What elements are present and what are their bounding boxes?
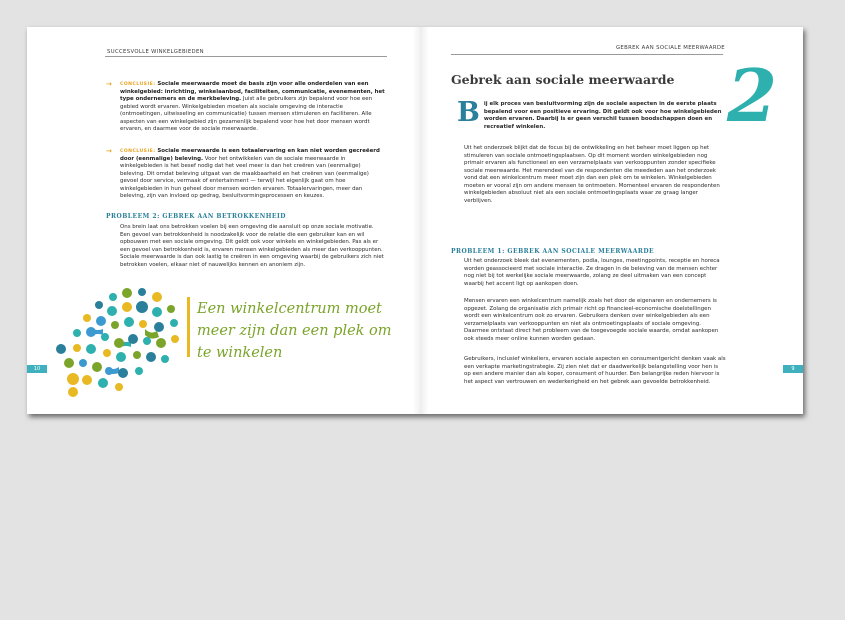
- conclusion-paragraph-2: [120, 148, 385, 201]
- intro-block: [457, 97, 722, 131]
- arrow-right-icon: →: [106, 147, 112, 155]
- conclusion-text: Voor het ontwikkelen van de sociale meerwaarde in winkelgebieden is het besef nodig dat het veel meer is dan het creëren van (eenmalige) beleving. Dit omdat beleving uitgaat van de maakbaarheid en het creëren van (eenmalige) gevoel door service, vermaak of entertainment — terwijl het eigenlijk gaat om hoe winkelgebieden in hun geheel door mensen worden ervaren. Totaalervaringen, meer dan beleving, zijn van invloed op gedrag, besluitvormingsprocessen en keuzes.: [120, 155, 369, 199]
- dot-pattern-graphic: [47, 285, 197, 397]
- header-rule-left: [105, 56, 387, 57]
- conclusion-paragraph-1: [120, 81, 385, 134]
- page-number-left: 10: [27, 365, 47, 373]
- paragraph-winkelcentrum: Mensen ervaren een winkelcentrum namelijk zoals het door de eigenaren en ondernemers is opgezet. Zolang de organisatie zich primair richt op financieel-economische doelstellingen wordt een winkelcentrum ook zo ervaren. Gebruikers denken over winkelgebieden als een verzamelplaats van verkooppunten en niet als ontmoetingsplaats of sociale omgeving. Daarmee ontstaat direct het probleem van de toegevoegde sociale waarde, omdat aankopen ook steeds meer online kunnen worden gedaan.: [464, 298, 719, 342]
- gutter-shadow: [413, 27, 429, 414]
- section-heading-probleem-1: PROBLEEM 1: GEBREK AAN SOCIALE MEERWAARDE: [451, 248, 655, 255]
- drop-cap: B: [457, 97, 480, 128]
- paragraph-probleem-2: Ons brein laat ons betrokken voelen bij een omgeving die aansluit op onze sociale motivatie. Een gevoel van betrokkenheid is noodzakelijk voor de relatie die een gebruiker kan en wil opbouwen met een sociale omgeving. Dit geldt ook voor winkels en winkelgebieden. Pas als er een gevoel van betrokkenheid is, ervaren mensen winkelgebieden als meer dan verkooppunten. Sociale meerwaarde is dan ook lastig te creëren in een omgeving waarbij de gebruikers zich niet betrokken voelen, elkaar niet of nauwelijks kennen en anoniem zijn.: [120, 224, 384, 268]
- book-spread: [27, 27, 803, 414]
- conclusion-label: CONCLUSIE:: [120, 82, 156, 87]
- quote-bar: [187, 297, 190, 357]
- chapter-title: Gebrek aan sociale meerwaarde: [451, 72, 675, 87]
- conclusion-bold-text: Sociale meerwaarde is een totaalervaring en kan niet worden gecreëerd door (eenmalige) beleving.: [120, 148, 380, 162]
- intro-paragraph: ij elk proces van besluitvorming zijn de sociale aspecten in de eerste plaats bepalend voor een positieve ervaring. Dit geldt ook voor hoe winkelgebieden worden ervaren. Daarbij is er geen verschil tussen boodschappen doen en recreatief winkelen.: [483, 101, 722, 130]
- chapter-number: 2: [727, 53, 778, 138]
- conclusion-label: CONCLUSIE:: [120, 149, 156, 154]
- paragraph-gebruikers: Gebruikers, inclusief winkeliers, ervaren sociale aspecten en consumentgericht denken vaak als een verkapte marketingstrategie. Zij zien niet dat er daadwerkelijk belangstelling voor hen is op een andere manier dan als koper, consument of huurder. Een belangrijke reden hiervoor is het aspect van vertrouwen en wederkerigheid en het gebrek aan gevoelde betrokkenheid.: [464, 356, 726, 385]
- section-heading-probleem-2: PROBLEEM 2: GEBREK AAN BETROKKENHEID: [106, 213, 286, 220]
- arrow-right-icon: →: [106, 80, 112, 88]
- paragraph-onderzoek: Uit het onderzoek blijkt dat de focus bij de ontwikkeling en het beheer moet liggen op het stimuleren van sociale ontmoetingsplaatsen. Op dit moment worden winkelgebieden nog primair ervaren als functioneel en een verzamelplaats van verkooppunten zonder specifieke sociale meerwaarde. Het merendeel van de respondenten die meededen aan het onderzoek vond dat een winkelcentrum meer moet zijn dan een plek om te winkelen. Winkelgebieden moeten er vooral zijn om andere mensen te ontmoeten. Momenteel ervaren de respondenten winkelgebieden absoluut niet als een sociale ontmoetingsplaats waar ze graag langer verblijven.: [464, 145, 720, 204]
- conclusion-text: Juist alle gebruikers zijn bepalend voor hoe een gebied wordt ervaren. Winkelgebieden moeten als sociale omgeving de interactie (ontmoetingen, uitwisseling en communicatie) tussen mensen stimuleren en faciliteren. Alle aspecten van een winkelgebied zijn gezamenlijk bepalend voor hoe het door mensen wordt ervaren, en daarmee voor de sociale meerwaarde.: [120, 96, 373, 132]
- paragraph-probleem-1: Uit het onderzoek bleek dat evenementen, podia, lounges, meetingpoints, receptie en horeca worden geassocieerd met sociale interactie. Ze dragen in de beleving van de mensen echter nog niet bij tot werkelijke sociale meerwaarde, zolang ze deel uitmaken van een concept waarbij het accent ligt op aankopen doen.: [464, 258, 720, 287]
- running-head-left: SUCCESVOLLE WINKELGEBIEDEN: [107, 49, 204, 55]
- running-head-right: GEBREK AAN SOCIALE MEERWAARDE: [615, 45, 725, 51]
- conclusion-bold-text: Sociale meerwaarde moet de basis zijn voor alle onderdelen van een winkelgebied: inrichting, winkelaanbod, faciliteiten, communicatie, evenementen, het type ondernemers en de merkbeleving.: [120, 81, 385, 102]
- pull-quote: Een winkelcentrum moet meer zijn dan een plek om te winkelen: [197, 301, 392, 361]
- page-number-right: 9: [783, 365, 803, 373]
- header-rule-right: [451, 54, 723, 55]
